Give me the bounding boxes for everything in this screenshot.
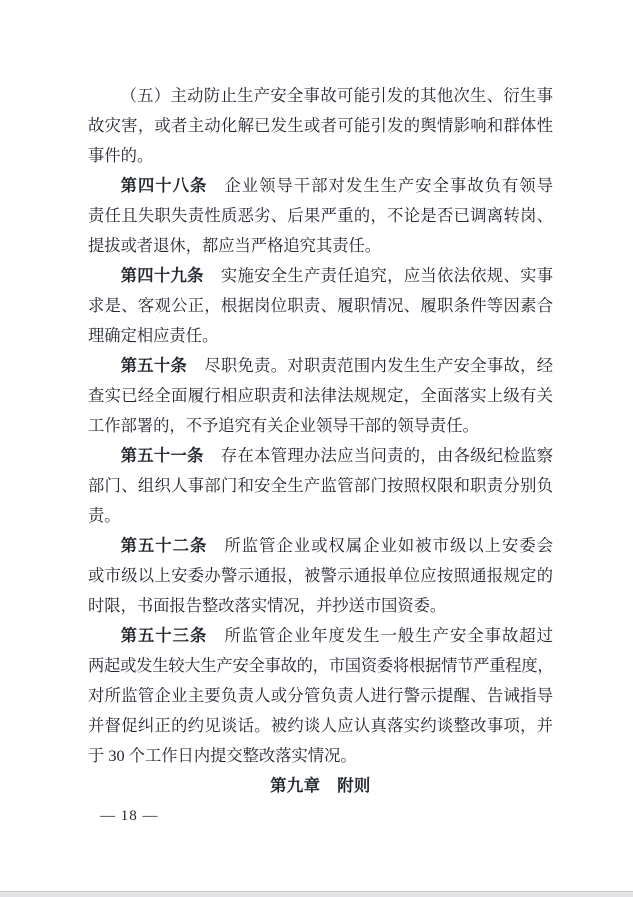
article-text: 企业领导干部对发生生产安全事故负有领导	[224, 176, 553, 195]
article-53	[88, 621, 553, 771]
text-line: 理确定相应责任。	[88, 326, 219, 345]
text-line: 部门、组织人事部门和安全生产监管部门按照权限和职责分别负	[88, 476, 553, 495]
page-content	[88, 81, 553, 831]
text-line	[88, 171, 553, 201]
text-line: 两起或发生较大生产安全事故的，市国资委将根据情节严重程度，	[88, 656, 553, 675]
text-line: 或市级以上安委办警示通报，被警示通报单位应按照通报规定的	[88, 566, 553, 585]
text-line: 查实已经全面履行相应职责和法律法规规定，全面落实上级有关	[88, 386, 553, 405]
article-50	[88, 351, 553, 441]
article-48	[88, 171, 553, 261]
article-number: 第五十条	[120, 356, 188, 375]
text-line: 责任且失职失责性质恶劣、后果严重的，不论是否已调离转岗、	[88, 206, 553, 225]
text-line: （五）主动防止生产安全事故可能引发的其他次生、衍生事	[120, 86, 553, 105]
text-line: 求是、客观公正，根据岗位职责、履职情况、履职条件等因素合	[88, 296, 553, 315]
text-line: 时限，书面报告整改落实情况，并抄送市国资委。	[88, 596, 447, 615]
article-number: 第五十二条	[120, 536, 208, 555]
text-line	[88, 351, 553, 381]
article-52	[88, 531, 553, 621]
article-text: 存在本管理办法应当问责的，由各级纪检监察	[220, 446, 553, 465]
text-line: 于 30 个工作日内提交整改落实情况。	[88, 746, 357, 765]
article-51	[88, 441, 553, 531]
page-number: — 18 —	[100, 808, 159, 824]
chapter-heading: 第九章 附则	[270, 776, 371, 795]
article-text: 实施安全生产责任追究，应当依法依规、实事	[220, 266, 553, 285]
text-line	[88, 261, 553, 291]
page-bottom-edge	[0, 891, 633, 897]
text-line: 责。	[88, 506, 121, 525]
text-line: 对所监管企业主要负责人或分管负责人进行警示提醒、告诫指导	[88, 686, 553, 705]
text-line	[88, 621, 553, 651]
text-line: 事件的。	[88, 146, 154, 165]
article-number: 第四十九条	[120, 266, 204, 285]
article-number: 第五十一条	[120, 446, 204, 465]
text-line: 故灾害，或者主动化解已发生或者可能引发的舆情影响和群体性	[88, 116, 553, 135]
text-line: 提拔或者退休，都应当严格追究其责任。	[88, 236, 382, 255]
article-49	[88, 261, 553, 351]
text-line: 工作部署的，不予追究有关企业领导干部的领导责任。	[88, 416, 479, 435]
text-line	[88, 531, 553, 561]
article-number: 第四十八条	[120, 176, 208, 195]
clause-item-5	[88, 81, 553, 171]
article-text: 尽职免责。对职责范围内发生生产安全事故，经	[204, 356, 553, 375]
article-number: 第五十三条	[120, 626, 208, 645]
text-line: 并督促纠正的约见谈话。被约谈人应认真落实约谈整改事项，并	[88, 716, 553, 735]
article-text: 所监管企业年度发生一般生产安全事故超过	[224, 626, 553, 645]
text-line	[88, 441, 553, 471]
article-text: 所监管企业或权属企业如被市级以上安委会	[224, 536, 553, 555]
